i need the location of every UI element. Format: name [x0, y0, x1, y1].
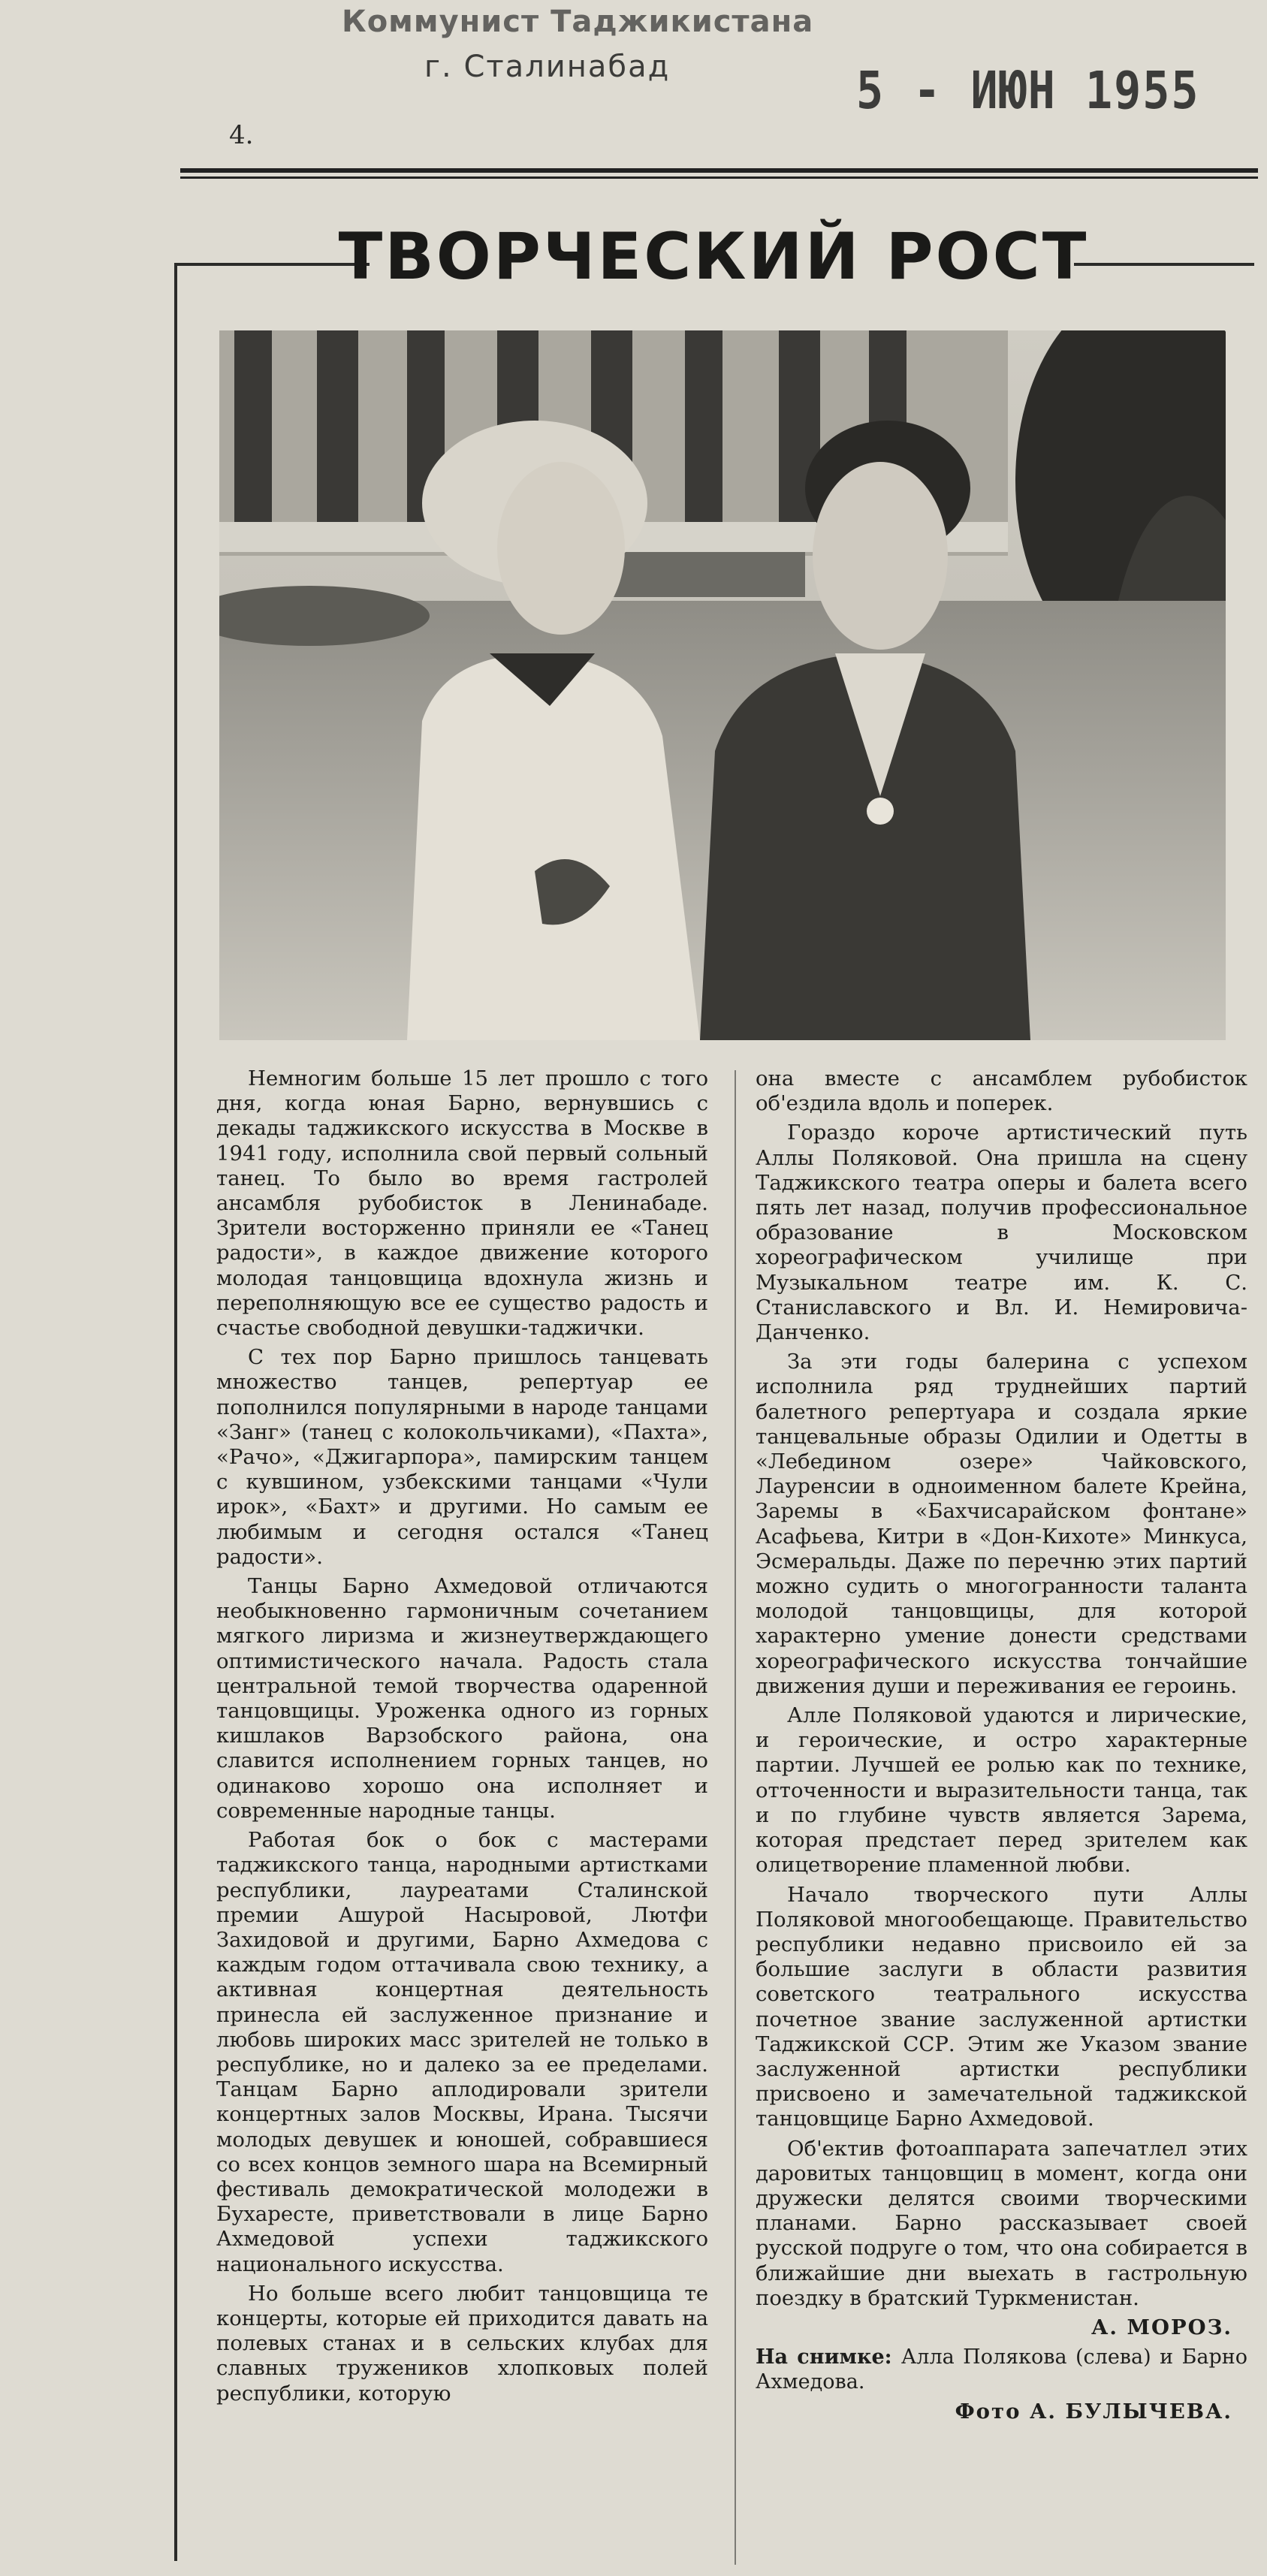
paragraph-3: Танцы Барно Ахмедовой отличаются необыкновенно гармоничным сочетанием мягкого лиризма и жизнеутверждающего оптимистического начала. Радость стала центральной темой творчества одаренной танцовщицы. Уроженка одного из горных кишлаков Варзобского района, она славится исполнением горных танцев, но одинаково хорошо она исполняет и современные народные танцы.	[216, 1574, 708, 1823]
caption-label: На снимке:	[756, 2345, 892, 2369]
paragraph-10: Об'ектив фотоаппарата запечатлел этих даровитых танцовщиц в момент, когда они дружески делятся своими творческими планами. Барно рассказывает своей русской подруге о том, что она собирается в ближайшие дни выехать в гастрольную поездку в братский Туркменистан.	[756, 2136, 1247, 2310]
paragraph-9: Начало творческого пути Аллы Поляковой многообещающе. Правительство республики недавно присвоило ей за большие заслуги в области развития советского театрального искусства почетное звание заслуженной артистки Таджикской ССР. Этим же Указом звание заслуженной артистки республики присвоено и замечательной таджикской танцовщице Барно Ахмедовой.	[756, 1882, 1247, 2131]
city-stamp: г. Сталинабад	[424, 50, 671, 84]
article-photo	[219, 330, 1226, 1040]
photo-caption	[756, 2345, 1247, 2394]
caption-text: Алла Полякова (слева) и Барно Ахмедова.	[756, 2345, 1247, 2394]
date-stamp: 5 - ИЮН 1955	[856, 60, 1200, 122]
article-right-column	[756, 1066, 1247, 2429]
paragraph-continuation: она вместе с ансамблем рубобисток об'ездила вдоль и поперек.	[756, 1066, 1247, 1116]
frame-left-rule	[174, 263, 177, 2561]
photo-credit: Фото А. БУЛЫЧЕВА.	[955, 2399, 1232, 2424]
article-headline: ТВОРЧЕСКИЙ РОСТ	[338, 219, 1089, 294]
column-divider	[735, 1070, 736, 2565]
newspaper-name-stamp: Коммунист Таджикистана	[342, 5, 814, 39]
author-signature: А. МОРОЗ.	[1091, 2315, 1232, 2339]
top-rule	[180, 168, 1258, 179]
paragraph-2: С тех пор Барно пришлось танцевать множество танцев, репертуар ее пополнился популярными в народе танцами «Занг» (танец с колокольчиками), «Пахта», «Рачо», «Джигарпора», памирским танцем с кувшином, узбекскими танцами «Чули ирок», «Бахт» и другими. Но самым ее любимым и сегодня остался «Танец радости».	[216, 1345, 708, 1569]
paragraph-1: Немногим больше 15 лет прошло с того дня, когда юная Барно, вернувшись с декады таджикского искусства в Москве в 1941 году, исполнила свой первый сольный танец. То было во время гастролей ансамбля рубобисток в Ленинабаде. Зрители восторженно приняли ее «Танец радости», в каждое движение которого молодая танцовщица вдохнула жизнь и переполняющую все ее существо радость и счастье свободной девушки-таджички.	[216, 1066, 708, 1341]
paragraph-8: Алле Поляковой удаются и лирические, и героические, и остро характерные партии. Лучшей ее ролью как по технике, отточенности и выразительности танца, так и по глубине чувств является Зарема, которая предстает перед зрителем как олицетворение пламенной любви.	[756, 1703, 1247, 1878]
frame-top-right-rule	[1074, 263, 1254, 266]
paragraph-5: Но больше всего любит танцовщица те концерты, которые ей приходится давать на полевых станах и в сельских клубах для славных тружеников хлопковых полей республики, которую	[216, 2281, 708, 2406]
paragraph-6: Гораздо короче артистический путь Аллы Поляковой. Она пришла на сцену Таджикского театра оперы и балета всего пять лет назад, получив профессиональное образование в Московском хореографическом училище при Музыкальном театре им. К. С. Станиславского и Вл. И. Немировича-Данченко.	[756, 1121, 1247, 1345]
photo-illustration	[219, 330, 1226, 1040]
paragraph-4: Работая бок о бок с мастерами таджикского танца, народными артистками республики, лауреатами Сталинской премии Ашурой Насыровой, Лютфи Захидовой и другими, Барно Ахмедова с каждым годом оттачивала свою технику, а активная концертная деятельность принесла ей заслуженное признание и любовь широких масс зрителей не только в республике, но и далеко за ее пределами. Танцам Барно аплодировали зрители концертных залов Москвы, Ирана. Тысячи молодых девушек и юношей, собравшиеся со всех концов земного шара на Всемирный фестиваль демократической молодежи в Бухаресте, приветствовали в лице Барно Ахмедовой успехи таджикского национального искусства.	[216, 1828, 708, 2276]
paragraph-7: За эти годы балерина с успехом исполнила ряд труднейших партий балетного репертуара и создала яркие танцевальные образы Одилии и Одетты в «Лебедином озере» Чайковского, Лауренсии в одноименном балете Крейна, Заремы в «Бахчисарайском фонтане» Асафьева, Китри в «Дон-Кихоте» Минкуса, Эсмеральды. Даже по перечню этих партий можно судить о многогранности таланта молодой танцовщицы, для которой характерно умение донести средствами хореографического искусства тончайшие движения души и переживания ее героинь.	[756, 1350, 1247, 1698]
page-number: 4.	[229, 120, 254, 150]
article-left-column	[216, 1066, 708, 2411]
